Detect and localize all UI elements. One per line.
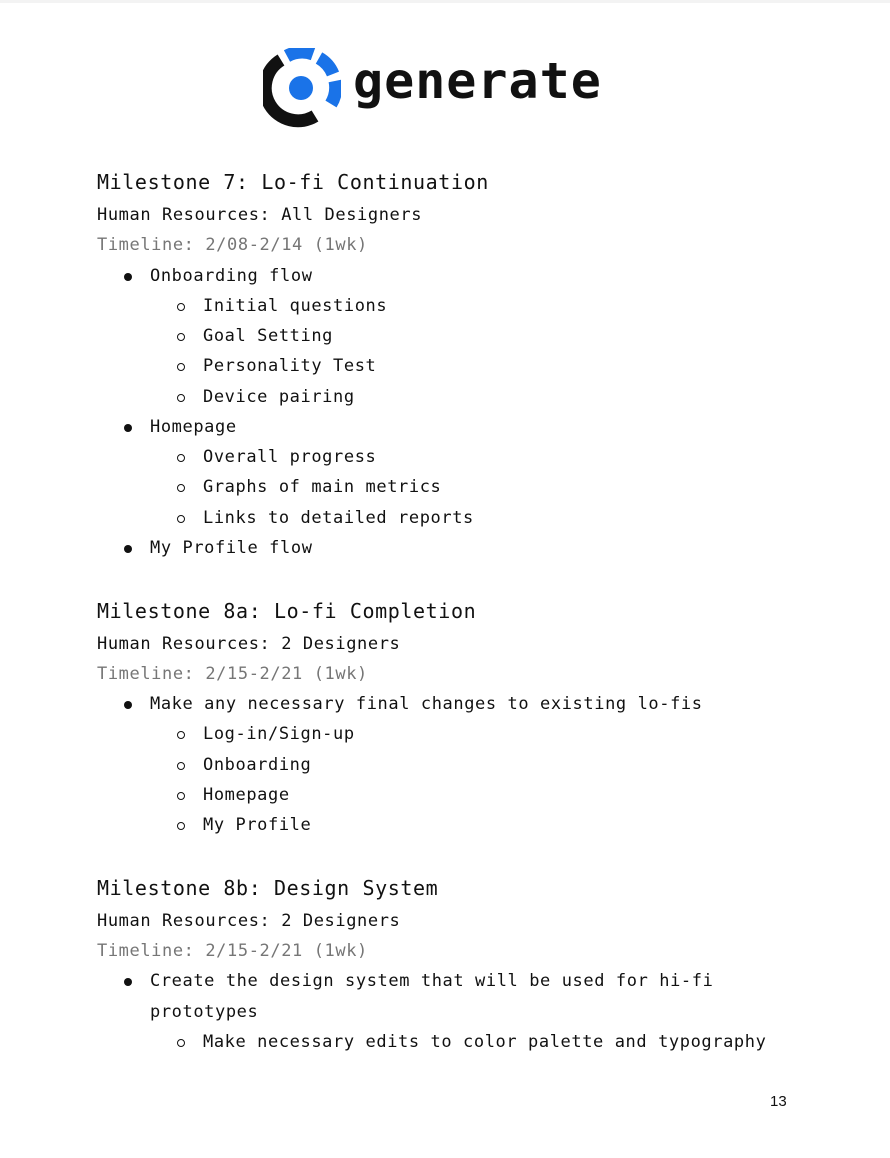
timeline: Timeline: 2/15-2/21 (1wk) — [97, 941, 368, 961]
section-heading: Milestone 8b: Design System — [97, 876, 439, 900]
top-border — [0, 0, 890, 3]
circle-bullet-icon — [177, 303, 185, 311]
circle-bullet-icon — [177, 822, 185, 830]
human-resources: Human Resources: 2 Designers — [97, 634, 401, 654]
circle-bullet-icon — [177, 454, 185, 462]
section-heading: Milestone 8a: Lo-fi Completion — [97, 599, 477, 623]
bullet-icon — [124, 545, 132, 553]
generate-logo — [263, 48, 643, 128]
section-heading: Milestone 7: Lo-fi Continuation — [97, 170, 489, 194]
page-number: 13 — [770, 1093, 787, 1110]
circle-bullet-icon — [177, 333, 185, 341]
timeline: Timeline: 2/15-2/21 (1wk) — [97, 664, 368, 684]
logo-wordmark: generate — [353, 52, 602, 110]
circle-bullet-icon — [177, 515, 185, 523]
circle-bullet-icon — [177, 394, 185, 402]
bullet-icon — [124, 424, 132, 432]
human-resources: Human Resources: 2 Designers — [97, 911, 401, 931]
circle-bullet-icon — [177, 363, 185, 371]
circle-bullet-icon — [177, 484, 185, 492]
bullet-icon — [124, 273, 132, 281]
logo-mark-icon — [263, 48, 341, 128]
bullet-icon — [124, 701, 132, 709]
bullet-icon — [124, 978, 132, 986]
circle-bullet-icon — [177, 1039, 185, 1047]
circle-bullet-icon — [177, 792, 185, 800]
timeline: Timeline: 2/08-2/14 (1wk) — [97, 235, 368, 255]
human-resources: Human Resources: All Designers — [97, 205, 423, 225]
circle-bullet-icon — [177, 762, 185, 770]
circle-bullet-icon — [177, 731, 185, 739]
